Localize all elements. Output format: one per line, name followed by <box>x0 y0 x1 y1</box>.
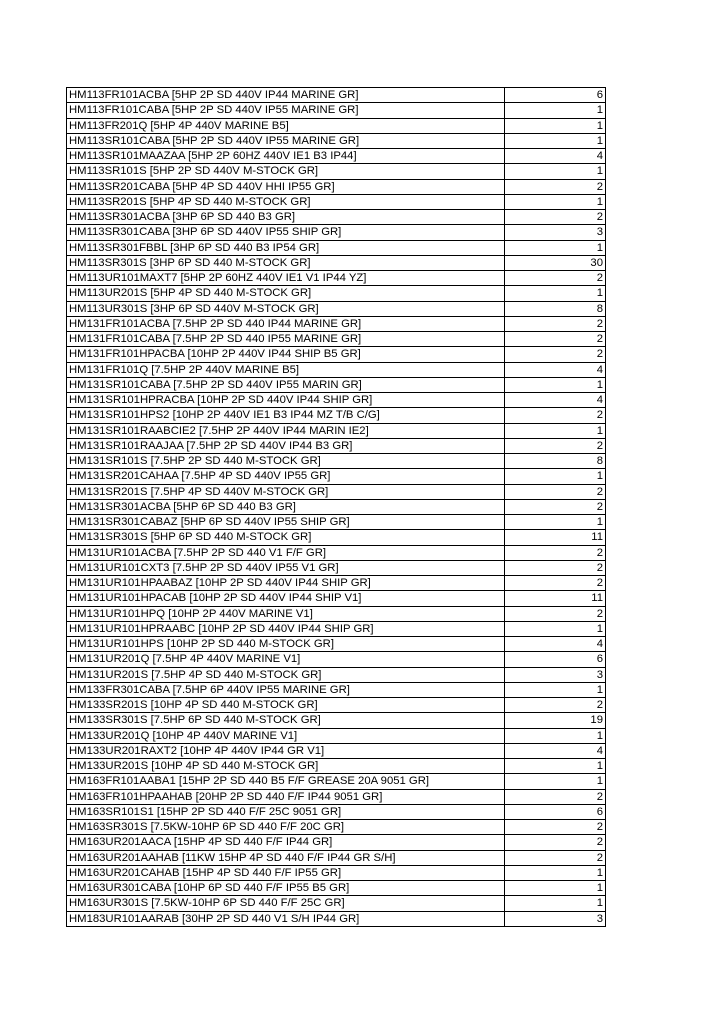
item-description-cell: HM113UR101MAXT7 [5HP 2P 60HZ 440V IE1 V1 IP44 YZ] <box>67 271 505 286</box>
table-row <box>67 484 606 499</box>
quantity-cell: 1 <box>505 423 606 438</box>
quantity-cell: 1 <box>505 164 606 179</box>
item-description-cell: HM163FR101AABA1 [15HP 2P SD 440 B5 F/F GREASE 20A 9051 GR] <box>67 774 505 789</box>
table-row <box>67 774 606 789</box>
item-description-cell: HM131FR101HPACBA [10HP 2P 440V IP44 SHIP B5 GR] <box>67 347 505 362</box>
item-description-cell: HM131FR101ACBA [7.5HP 2P SD 440 IP44 MARINE GR] <box>67 316 505 331</box>
table-row <box>67 164 606 179</box>
table-row <box>67 896 606 911</box>
item-description-cell: HM131FR101Q [7.5HP 2P 440V MARINE B5] <box>67 362 505 377</box>
quantity-cell: 1 <box>505 103 606 118</box>
quantity-cell: 2 <box>505 408 606 423</box>
quantity-cell: 1 <box>505 469 606 484</box>
item-description-cell: HM113SR101CABA [5HP 2P SD 440V IP55 MARINE GR] <box>67 133 505 148</box>
item-description-cell: HM113SR301FBBL [3HP 6P SD 440 B3 IP54 GR] <box>67 240 505 255</box>
item-description-cell: HM113SR201CABA [5HP 4P SD 440V HHI IP55 GR] <box>67 179 505 194</box>
table-row <box>67 759 606 774</box>
table-row <box>67 713 606 728</box>
item-description-cell: HM113FR201Q [5HP 4P 440V MARINE B5] <box>67 118 505 133</box>
table-row <box>67 149 606 164</box>
table-row <box>67 454 606 469</box>
quantity-cell: 1 <box>505 682 606 697</box>
table-row <box>67 225 606 240</box>
item-description-cell: HM133UR201RAXT2 [10HP 4P 440V IP44 GR V1] <box>67 743 505 758</box>
quantity-cell: 4 <box>505 743 606 758</box>
table-row <box>67 118 606 133</box>
item-description-cell: HM131UR201S [7.5HP 4P SD 440 M-STOCK GR] <box>67 667 505 682</box>
item-description-cell: HM113FR101CABA [5HP 2P SD 440V IP55 MARINE GR] <box>67 103 505 118</box>
quantity-cell: 4 <box>505 637 606 652</box>
item-description-cell: HM131UR101CXT3 [7.5HP 2P SD 440V IP55 V1 GR] <box>67 560 505 575</box>
quantity-cell: 4 <box>505 393 606 408</box>
inventory-table-body <box>67 88 606 927</box>
item-description-cell: HM113SR301ACBA [3HP 6P SD 440 B3 GR] <box>67 210 505 225</box>
item-description-cell: HM133SR301S [7.5HP 6P SD 440 M-STOCK GR] <box>67 713 505 728</box>
quantity-cell: 2 <box>505 271 606 286</box>
item-description-cell: HM131UR101HPS [10HP 2P SD 440 M-STOCK GR] <box>67 637 505 652</box>
table-row <box>67 576 606 591</box>
table-row <box>67 530 606 545</box>
table-row <box>67 881 606 896</box>
quantity-cell: 1 <box>505 881 606 896</box>
item-description-cell: HM163UR201AACA [15HP 4P SD 440 F/F IP44 GR] <box>67 835 505 850</box>
table-row <box>67 499 606 514</box>
item-description-cell: HM163UR201CAHAB [15HP 4P SD 440 F/F IP55 GR] <box>67 865 505 880</box>
quantity-cell: 1 <box>505 377 606 392</box>
quantity-cell: 2 <box>505 438 606 453</box>
item-description-cell: HM131SR101RAABCIE2 [7.5HP 2P 440V IP44 MARIN IE2] <box>67 423 505 438</box>
table-row <box>67 911 606 926</box>
table-row <box>67 728 606 743</box>
quantity-cell: 2 <box>505 835 606 850</box>
quantity-cell: 6 <box>505 88 606 103</box>
quantity-cell: 8 <box>505 454 606 469</box>
quantity-cell: 1 <box>505 865 606 880</box>
table-row <box>67 88 606 103</box>
table-row <box>67 408 606 423</box>
inventory-table <box>66 87 606 927</box>
item-description-cell: HM133UR201S [10HP 4P SD 440 M-STOCK GR] <box>67 759 505 774</box>
item-description-cell: HM131UR101HPQ [10HP 2P 440V MARINE V1] <box>67 606 505 621</box>
quantity-cell: 2 <box>505 789 606 804</box>
table-row <box>67 820 606 835</box>
item-description-cell: HM131UR101HPAABAZ [10HP 2P SD 440V IP44 SHIP GR] <box>67 576 505 591</box>
quantity-cell: 1 <box>505 118 606 133</box>
quantity-cell: 2 <box>505 820 606 835</box>
table-row <box>67 637 606 652</box>
quantity-cell: 3 <box>505 225 606 240</box>
table-row <box>67 210 606 225</box>
table-row <box>67 377 606 392</box>
table-row <box>67 332 606 347</box>
table-row <box>67 271 606 286</box>
quantity-cell: 4 <box>505 362 606 377</box>
quantity-cell: 1 <box>505 774 606 789</box>
quantity-cell: 2 <box>505 560 606 575</box>
item-description-cell: HM131SR101HPRACBA [10HP 2P SD 440V IP44 SHIP GR] <box>67 393 505 408</box>
inventory-sheet <box>66 87 606 927</box>
table-row <box>67 469 606 484</box>
item-description-cell: HM163UR301S [7.5KW-10HP 6P SD 440 F/F 25C GR] <box>67 896 505 911</box>
table-row <box>67 347 606 362</box>
table-row <box>67 103 606 118</box>
quantity-cell: 11 <box>505 591 606 606</box>
quantity-cell: 2 <box>505 545 606 560</box>
quantity-cell: 1 <box>505 194 606 209</box>
quantity-cell: 1 <box>505 133 606 148</box>
item-description-cell: HM133UR201Q [10HP 4P 440V MARINE V1] <box>67 728 505 743</box>
item-description-cell: HM131UR101ACBA [7.5HP 2P SD 440 V1 F/F GR] <box>67 545 505 560</box>
table-row <box>67 423 606 438</box>
table-row <box>67 179 606 194</box>
item-description-cell: HM131SR101HPS2 [10HP 2P 440V IE1 B3 IP44 MZ T/B C/G] <box>67 408 505 423</box>
quantity-cell: 2 <box>505 316 606 331</box>
table-row <box>67 515 606 530</box>
quantity-cell: 3 <box>505 667 606 682</box>
quantity-cell: 1 <box>505 896 606 911</box>
table-row <box>67 362 606 377</box>
quantity-cell: 2 <box>505 179 606 194</box>
item-description-cell: HM163UR201AAHAB [11KW 15HP 4P SD 440 F/F IP44 GR S/H] <box>67 850 505 865</box>
quantity-cell: 1 <box>505 286 606 301</box>
quantity-cell: 2 <box>505 850 606 865</box>
item-description-cell: HM131SR301CABAZ [5HP 6P SD 440V IP55 SHIP GR] <box>67 515 505 530</box>
table-row <box>67 606 606 621</box>
table-row <box>67 865 606 880</box>
quantity-cell: 1 <box>505 240 606 255</box>
item-description-cell: HM133FR301CABA [7.5HP 6P 440V IP55 MARINE GR] <box>67 682 505 697</box>
item-description-cell: HM131SR101RAAJAA [7.5HP 2P SD 440V IP44 B3 GR] <box>67 438 505 453</box>
quantity-cell: 8 <box>505 301 606 316</box>
table-row <box>67 560 606 575</box>
quantity-cell: 11 <box>505 530 606 545</box>
item-description-cell: HM113SR301S [3HP 6P SD 440 M-STOCK GR] <box>67 255 505 270</box>
table-row <box>67 789 606 804</box>
table-row <box>67 652 606 667</box>
quantity-cell: 1 <box>505 515 606 530</box>
item-description-cell: HM163FR101HPAAHAB [20HP 2P SD 440 F/F IP44 9051 GR] <box>67 789 505 804</box>
table-row <box>67 698 606 713</box>
quantity-cell: 2 <box>505 332 606 347</box>
item-description-cell: HM131UR101HPRAABC [10HP 2P SD 440V IP44 SHIP GR] <box>67 621 505 636</box>
item-description-cell: HM113FR101ACBA [5HP 2P SD 440V IP44 MARINE GR] <box>67 88 505 103</box>
table-row <box>67 194 606 209</box>
quantity-cell: 6 <box>505 804 606 819</box>
table-row <box>67 393 606 408</box>
item-description-cell: HM113UR301S [3HP 6P SD 440V M-STOCK GR] <box>67 301 505 316</box>
quantity-cell: 1 <box>505 759 606 774</box>
table-row <box>67 743 606 758</box>
quantity-cell: 1 <box>505 728 606 743</box>
item-description-cell: HM131SR301S [5HP 6P SD 440 M-STOCK GR] <box>67 530 505 545</box>
item-description-cell: HM163UR301CABA [10HP 6P SD 440 F/F IP55 B5 GR] <box>67 881 505 896</box>
table-row <box>67 545 606 560</box>
item-description-cell: HM131SR101S [7.5HP 2P SD 440 M-STOCK GR] <box>67 454 505 469</box>
quantity-cell: 1 <box>505 621 606 636</box>
item-description-cell: HM131SR101CABA [7.5HP 2P SD 440V IP55 MARIN GR] <box>67 377 505 392</box>
item-description-cell: HM131UR201Q [7.5HP 4P 440V MARINE V1] <box>67 652 505 667</box>
table-row <box>67 316 606 331</box>
quantity-cell: 2 <box>505 499 606 514</box>
item-description-cell: HM131SR301ACBA [5HP 6P SD 440 B3 GR] <box>67 499 505 514</box>
item-description-cell: HM113SR201S [5HP 4P SD 440 M-STOCK GR] <box>67 194 505 209</box>
table-row <box>67 835 606 850</box>
table-row <box>67 438 606 453</box>
item-description-cell: HM113SR101MAAZAA [5HP 2P 60HZ 440V IE1 B3 IP44] <box>67 149 505 164</box>
table-row <box>67 286 606 301</box>
quantity-cell: 2 <box>505 484 606 499</box>
item-description-cell: HM113UR201S [5HP 4P SD 440 M-STOCK GR] <box>67 286 505 301</box>
item-description-cell: HM163SR101S1 [15HP 2P SD 440 F/F 25C 9051 GR] <box>67 804 505 819</box>
quantity-cell: 30 <box>505 255 606 270</box>
quantity-cell: 2 <box>505 606 606 621</box>
quantity-cell: 2 <box>505 347 606 362</box>
table-row <box>67 682 606 697</box>
quantity-cell: 2 <box>505 210 606 225</box>
table-row <box>67 133 606 148</box>
quantity-cell: 4 <box>505 149 606 164</box>
item-description-cell: HM131UR101HPACAB [10HP 2P SD 440V IP44 SHIP V1] <box>67 591 505 606</box>
item-description-cell: HM113SR301CABA [3HP 6P SD 440V IP55 SHIP GR] <box>67 225 505 240</box>
item-description-cell: HM163SR301S [7.5KW-10HP 6P SD 440 F/F 20C GR] <box>67 820 505 835</box>
table-row <box>67 850 606 865</box>
item-description-cell: HM131FR101CABA [7.5HP 2P SD 440 IP55 MARINE GR] <box>67 332 505 347</box>
table-row <box>67 621 606 636</box>
quantity-cell: 3 <box>505 911 606 926</box>
quantity-cell: 19 <box>505 713 606 728</box>
table-row <box>67 591 606 606</box>
item-description-cell: HM131SR201S [7.5HP 4P SD 440V M-STOCK GR] <box>67 484 505 499</box>
quantity-cell: 2 <box>505 698 606 713</box>
quantity-cell: 2 <box>505 576 606 591</box>
table-row <box>67 255 606 270</box>
quantity-cell: 6 <box>505 652 606 667</box>
table-row <box>67 240 606 255</box>
item-description-cell: HM131SR201CAHAA [7.5HP 4P SD 440V IP55 GR] <box>67 469 505 484</box>
item-description-cell: HM133SR201S [10HP 4P SD 440 M-STOCK GR] <box>67 698 505 713</box>
table-row <box>67 667 606 682</box>
table-row <box>67 804 606 819</box>
item-description-cell: HM183UR101AARAB [30HP 2P SD 440 V1 S/H IP44 GR] <box>67 911 505 926</box>
table-row <box>67 301 606 316</box>
item-description-cell: HM113SR101S [5HP 2P SD 440V M-STOCK GR] <box>67 164 505 179</box>
